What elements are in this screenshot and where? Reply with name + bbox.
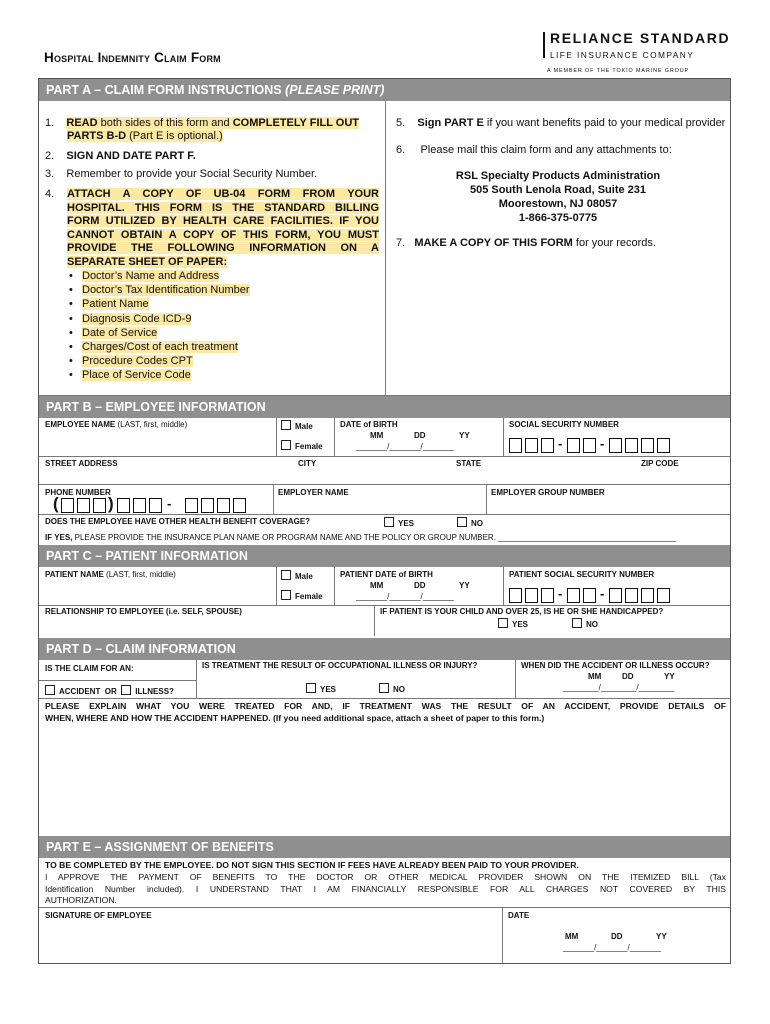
employee-name-label: EMPLOYEE NAME (LAST, first, middle) (45, 420, 188, 429)
zip-code-label: ZIP CODE (641, 459, 679, 468)
part-b-header: PART B – EMPLOYEE INFORMATION (39, 396, 730, 418)
logo-bar (543, 32, 545, 58)
employee-signature-label: SIGNATURE OF EMPLOYEE (45, 911, 152, 920)
instruction-7: 7. MAKE A COPY OF THIS FORM for your records. (396, 237, 656, 249)
employee-ssn-label: SOCIAL SECURITY NUMBER (509, 420, 619, 429)
mail-address-street: 505 South Lenola Road, Suite 231 (469, 184, 647, 196)
patient-ssn-label: PATIENT SOCIAL SECURITY NUMBER (509, 570, 655, 579)
other-coverage-question: DOES THE EMPLOYEE HAVE OTHER HEALTH BENEFIT COVERAGE? (45, 517, 311, 526)
divider (39, 605, 730, 606)
dob-yy: YY (459, 431, 470, 440)
list-item: • Charges/Cost of each treatment (69, 340, 250, 354)
divider (39, 680, 196, 681)
female-checkbox[interactable] (281, 440, 291, 450)
dob-dd: DD (414, 581, 426, 590)
divider (503, 418, 504, 456)
patient-male[interactable]: Male (281, 570, 313, 581)
relationship-label: RELATIONSHIP TO EMPLOYEE (i.e. SELF, SPOUSE) (45, 607, 242, 616)
logo-subtitle: LIFE INSURANCE COMPANY (550, 50, 695, 60)
date-dd: DD (611, 932, 623, 941)
divider (273, 484, 274, 514)
logo-name: RELIANCE STANDARD (550, 30, 731, 46)
mail-address-name: RSL Specialty Products Administration (455, 170, 661, 182)
date-mm: MM (588, 672, 602, 681)
patient-dob-label: PATIENT DATE of BIRTH (340, 570, 433, 579)
treatment-explanation-prompt: PLEASE EXPLAIN WHAT YOU WERE TREATED FOR AND, IF TREATMENT WAS THE RESULT OF AN ACCIDENT, PROVIDE DETAILS OF WHEN, WHERE AND HOW THE ACCIDENT HAPPENED. (If you need additional space, attach a sheet of paper to this form.) (45, 701, 726, 723)
yes-checkbox[interactable] (306, 683, 316, 693)
employee-female[interactable]: Female (281, 440, 323, 451)
divider (486, 484, 487, 514)
divider (334, 418, 335, 456)
handicapped-no[interactable]: NO (572, 618, 598, 629)
divider (502, 907, 503, 963)
list-item: • Doctor’s Name and Address (69, 269, 250, 283)
part-c-header: PART C – PATIENT INFORMATION (39, 545, 730, 567)
illness-checkbox[interactable] (121, 685, 131, 695)
signature-date-field[interactable]: _______/_______/_______ (563, 943, 661, 952)
occurrence-date-field[interactable]: ________/________/________ (563, 683, 675, 692)
city-label: CITY (298, 459, 317, 468)
no-checkbox[interactable] (572, 618, 582, 628)
divider (39, 456, 730, 457)
if-yes-instruction: IF YES, PLEASE PROVIDE THE INSURANCE PLAN NAME OR PROGRAM NAME AND THE POLICY OR GROUP NUMBER. ________________________________________ (45, 533, 677, 542)
patient-name-label: PATIENT NAME (LAST, first, middle) (45, 570, 176, 579)
list-item: • Diagnosis Code ICD-9 (69, 312, 250, 326)
male-checkbox[interactable] (281, 420, 291, 430)
date-yy: YY (664, 672, 675, 681)
part-e-instruction: TO BE COMPLETED BY THE EMPLOYEE. DO NOT SIGN THIS SECTION IF FEES HAVE ALREADY BEEN PAID TO YOUR PROVIDER. (45, 860, 579, 870)
claim-type-label: IS THE CLAIM FOR AN: (45, 664, 134, 673)
dob-dd: DD (414, 431, 426, 440)
assignment-statement: I APPROVE THE PAYMENT OF BENEFITS TO THE DOCTOR OR OTHER MEDICAL PROVIDER SHOWN ON THE ITEMIZED BILL (Tax Identification Number included). I UNDERSTAND THAT I AM FINANCIALLY RESPONSIBLE FOR ALL CHARGES NOT COVERED BY THIS AUTHORIZATION. (45, 872, 726, 905)
occupational-yes[interactable]: YES (306, 683, 336, 694)
yes-checkbox[interactable] (384, 517, 394, 527)
other-coverage-no[interactable]: NO (457, 517, 483, 528)
list-item: • Place of Service Code (69, 368, 250, 382)
employee-dob-field[interactable]: _______/_______/_______ (356, 442, 454, 451)
male-checkbox[interactable] (281, 570, 291, 580)
employee-male[interactable]: Male (281, 420, 313, 431)
divider (334, 567, 335, 605)
date-yy: YY (656, 932, 667, 941)
accident-checkbox[interactable] (45, 685, 55, 695)
occupational-question: IS TREATMENT THE RESULT OF OCCUPATIONAL ILLNESS OR INJURY? (202, 661, 478, 670)
employer-name-label: EMPLOYER NAME (278, 488, 349, 497)
dob-mm: MM (370, 581, 384, 590)
instruction-2: 2. SIGN AND DATE PART F. (45, 150, 196, 162)
employer-group-label: EMPLOYER GROUP NUMBER (491, 488, 605, 497)
mail-phone: 1-866-375-0775 (518, 212, 598, 224)
occurrence-date-label: WHEN DID THE ACCIDENT OR ILLNESS OCCUR? (521, 661, 710, 670)
treatment-explanation-field[interactable] (40, 726, 729, 834)
divider (39, 514, 730, 515)
instruction-4: ATTACH A COPY OF UB-04 FORM FROM YOUR HOSPITAL. THIS FORM IS THE STANDARD BILLING FORM UTILIZED BY HEALTH CARE FACILITIES. IF YOU CANNOT OBTAIN A COPY OF THIS FORM, YOU MUST PROVIDE THE FOLLOWING INFORMATION ON A SEPARATE SHEET OF PAPER: (67, 188, 379, 268)
street-address-label: STREET ADDRESS (45, 459, 118, 468)
divider (276, 567, 277, 605)
list-item: • Doctor’s Tax Identification Number (69, 283, 250, 297)
occupational-no[interactable]: NO (379, 683, 405, 694)
divider (515, 660, 516, 698)
list-item: • Procedure Codes CPT (69, 354, 250, 368)
instruction-4-number: 4. (45, 188, 55, 200)
part-a-right-column (386, 101, 730, 395)
other-coverage-yes[interactable]: YES (384, 517, 414, 528)
divider (503, 567, 504, 605)
divider (374, 605, 375, 636)
list-item: • Date of Service (69, 326, 250, 340)
instruction-1: 1. READ both sides of this form and COMPLETELY FILL OUT (45, 117, 360, 129)
instruction-1-cont: PARTS B-D (Part E is optional.) (67, 130, 223, 142)
female-checkbox[interactable] (281, 590, 291, 600)
signature-date-label: DATE (508, 911, 530, 920)
required-info-list (69, 269, 250, 383)
patient-dob-field[interactable]: _______/_______/_______ (356, 592, 454, 601)
dob-mm: MM (370, 431, 384, 440)
handicapped-question: IF PATIENT IS YOUR CHILD AND OVER 25, IS HE OR SHE HANDICAPPED? (380, 607, 664, 616)
yes-checkbox[interactable] (498, 618, 508, 628)
divider (39, 698, 730, 699)
date-dd: DD (622, 672, 634, 681)
divider (39, 484, 730, 485)
handicapped-yes[interactable]: YES (498, 618, 528, 629)
part-d-header: PART D – CLAIM INFORMATION (39, 638, 730, 660)
date-mm: MM (565, 932, 579, 941)
no-checkbox[interactable] (379, 683, 389, 693)
instruction-6: 6. Please mail this claim form and any attachments to: (396, 144, 672, 156)
claim-type-options[interactable]: ACCIDENT OR ILLNESS? (45, 685, 174, 696)
state-label: STATE (456, 459, 482, 468)
form-title: Hospital Indemnity Claim Form (44, 50, 221, 65)
no-checkbox[interactable] (457, 517, 467, 527)
instruction-5: 5. Sign PART E if you want benefits paid to your medical provider (396, 117, 726, 129)
employee-signature-field[interactable] (40, 922, 502, 962)
divider (276, 418, 277, 456)
logo-group: A MEMBER OF THE TOKIO MARINE GROUP (547, 68, 690, 74)
patient-female[interactable]: Female (281, 590, 323, 601)
list-item: • Patient Name (69, 297, 250, 311)
phone-number-label: PHONE NUMBER (45, 488, 111, 497)
instruction-3: 3. Remember to provide your Social Security Number. (45, 168, 318, 180)
part-a-header: PART A – CLAIM FORM INSTRUCTIONS (PLEASE PRINT) (39, 79, 730, 101)
employee-dob-label: DATE of BIRTH (340, 420, 398, 429)
divider (39, 907, 730, 908)
mail-address-city: Moorestown, NJ 08057 (498, 198, 618, 210)
part-e-header: PART E – ASSIGNMENT OF BENEFITS (39, 836, 730, 858)
dob-yy: YY (459, 581, 470, 590)
divider (196, 660, 197, 698)
